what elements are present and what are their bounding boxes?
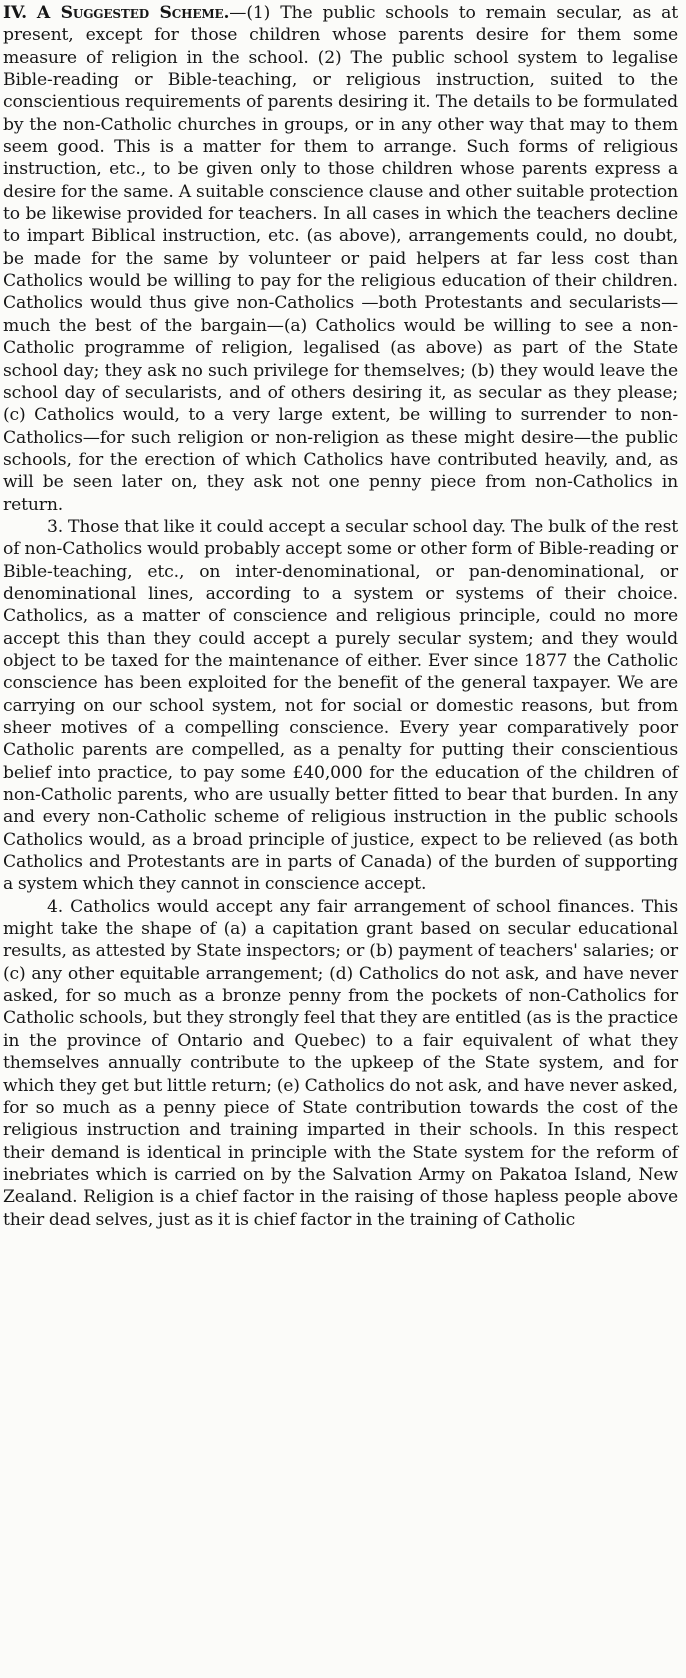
section-heading: A Suggested Scheme. (36, 3, 230, 23)
section-number: IV. (3, 3, 27, 23)
paragraph-3: 3. Those that like it could accept a secular school day. The bulk of the rest of non-Catholics would probably accept some or other form of Bible-reading or Bible-teaching, etc., on inter-denominational, or pan-denominational, or denominational lines, according to a system or systems of their choice. Catholics, as a matter of conscience and religious principle, could no more accept this than they could accept a purely secular system; and they would object to be taxed for the maintenance of either. Ever since 1877 the Catholic conscience has been exploited for the benefit of the general taxpayer. We are carrying on our school system, not for social or domestic reasons, but from sheer motives of a compelling conscience. Every year comparatively poor Catholic parents are compelled, as a penalty for putting their conscientious belief into practice, to pay some £40,000 for the education of the children of non-Catholic parents, who are usually better fitted to bear that burden. In any and every non-Catholic scheme of religious instruction in the public schools Catholics would, as a broad principle of justice, expect to be relieved (as both Catholics and Protestants are in parts of Canada) of the burden of supporting a system which they cannot in conscience accept. (3, 516, 678, 895)
paragraph-4: 4. Catholics would accept any fair arrangement of school finances. This might take the shape of (a) a capitation grant based on secular educational results, as attested by State inspectors; or (b) payment of teachers' salaries; or (c) any other equitable arrangement; (d) Catholics do not ask, and have never asked, for so much as a bronze penny from the pockets of non-Catholics for Catholic schools, but they strongly feel that they are entitled (as is the practice in the province of Ontario and Quebec) to a fair equivalent of what they themselves annually contribute to the upkeep of the State system, and for which they get but little return; (e) Catholics do not ask, and have never asked, for so much as a penny piece of State contribution towards the cost of the religious instruction and training imparted in their schools. In this respect their demand is identical in principle with the State system for the reform of inebriates which is carried on by the Salvation Army on Pakatoa Island, New Zealand. Religion is a chief factor in the raising of those hapless people above their dead selves, just as it is chief factor in the training of Catholic (3, 896, 678, 1230)
paragraph-text: —(1) The public schools to remain secular, as at present, except for those children whose parents desire for them some measure of religion in the school. (2) The public school system to legalise Bible-reading or Bible-teaching, or religious instruction, suited to the conscientious requirements of parents desiring it. The details to be formulated by the non-Catholic churches in groups, or in any other way that may to them seem good. This is a matter for them to arrange. Such forms of religious instruction, etc., to be given only to those children whose parents express a desire for the same. A suitable conscience clause and other suitable protection to be likewise provided for teachers. In all cases in which the teachers decline to impart Biblical instruction, etc. (as above), arrangements could, no doubt, be made for the same by volunteer or paid helpers at far less cost than Catholics would be willing to pay for the religious education of their children. Catholics would thus give non-Catholics —both Protestants and secularists—much the best of the bargain—(a) Catholics would be willing to see a non-Catholic programme of religion, legalised (as above) as part of the State school day; they ask no such privilege for themselves; (b) they would leave the school day of secularists, and of others desiring it, as secular as they please; (c) Catholics would, to a very large extent, be willing to surrender to non-Catholics—for such religion or non-religion as these might desire—the public schools, for the erection of which Catholics have contributed heavily, and, as will be seen later on, they ask not one penny piece from non-Catholics in return. (3, 3, 678, 515)
paragraph-suggested-scheme (3, 2, 678, 516)
